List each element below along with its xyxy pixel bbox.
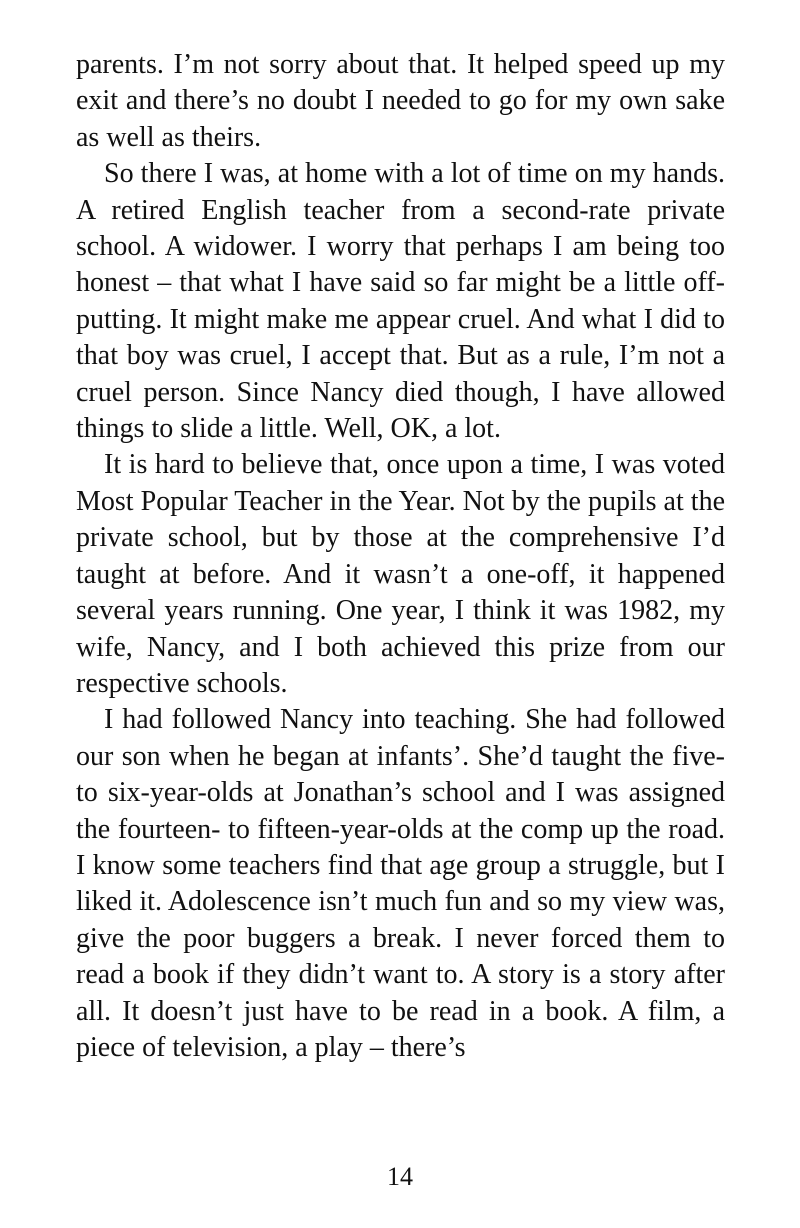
paragraph-1: parents. I’m not sorry about that. It helped speed up my exit and there’s no doubt I needed to go for my own sake as well as theirs. (76, 49, 725, 153)
paragraph-3: It is hard to believe that, once upon a time, I was voted Most Popular Teacher in the Year. Not by the pupils at the private school, but by those at the comprehensive I’d taught at before. And it wasn’t a one-off, it happened several years running. One year, I think it was 1982, my wife, Nancy, and I both achieved this prize from our respective schools. (76, 449, 725, 699)
page-number: 14 (387, 1162, 413, 1191)
paragraph-2: So there I was, at home with a lot of time on my hands. A retired English teacher from a second-rate private school. A widower. I worry that perhaps I am being too honest – that what I have said so far might be a little off-putting. It might make me appear cruel. And what I did to that boy was cruel, I accept that. But as a rule, I’m not a cruel person. Since Nancy died though, I have allowed things to slide a little. Well, OK, a lot. (76, 158, 725, 445)
book-page-text (76, 47, 725, 1066)
paragraph-4: I had followed Nancy into teaching. She had followed our son when he began at infants’. She’d taught the five- to six-year-olds at Jonathan’s school and I was assigned the fourteen- to fifteen-year-olds at the comp up the road. I know some teachers find that age group a struggle, but I liked it. Adolescence isn’t much fun and so my view was, give the poor buggers a break. I never forced them to read a book if they didn’t want to. A story is a story after all. It doesn’t just have to be read in a book. A film, a piece of television, a play – there’s (76, 704, 725, 1063)
